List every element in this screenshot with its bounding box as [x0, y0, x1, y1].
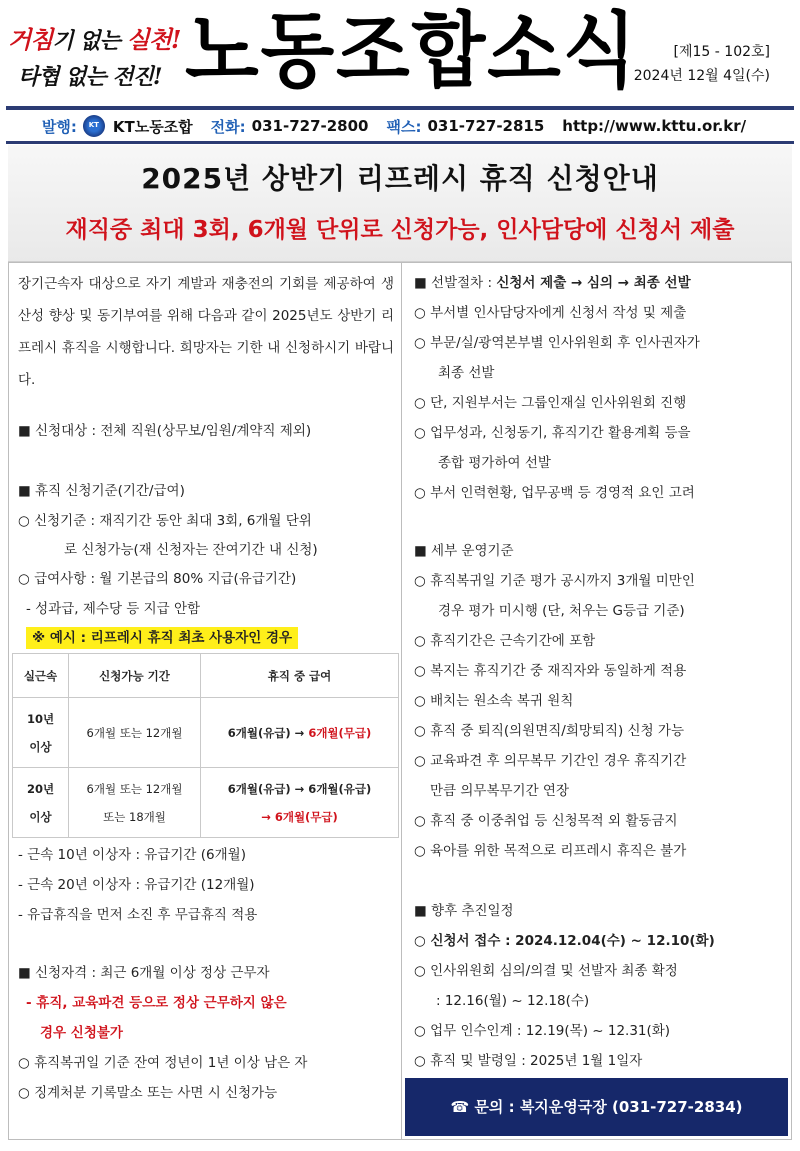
publisher-bar: 발행: KT KT노동조합 전화: 031-727-2800 팩스: 031-727-2815 http://www.kttu.or.kr/ [0, 111, 800, 141]
issue-date: 2024년 12월 4일(수) [633, 68, 770, 84]
note-line-3: - 유급휴직을 먼저 소진 후 무급휴직 적용 [18, 907, 258, 923]
masthead [0, 0, 800, 108]
intro-paragraph: 장기근속자 대상으로 자기 계발과 재충전의 기회를 제공하여 생산성 향상 및 동기부여를 위해 다음과 같이 2025년도 상반기 리프레시 휴직을 시행합니다. 희망자는 기한 내 신청하시기 바랍니다. [18, 276, 394, 388]
header-rule [6, 106, 794, 110]
rule-line-5: ○ 휴직 중 퇴직(의원면직/희망퇴직) 신청 가능 [414, 723, 685, 739]
note-line-1: - 근속 10년 이상자 : 유급기간 (6개월) [18, 847, 246, 863]
criteria-line-1: ○ 신청기준 : 재직기간 동안 최대 3회, 6개월 단위 [18, 513, 312, 529]
qualification-heading: ■ 신청자격 : 최근 6개월 이상 정상 근무자 [18, 965, 270, 981]
note-line-2: - 근속 20년 이상자 : 유급기간 (12개월) [18, 877, 255, 893]
slogan-line-1: 거침기 없는 실천! [8, 25, 181, 54]
pay-cell: 6개월(유급) → 6개월(유급) → 6개월(무급) [201, 768, 399, 838]
schedule-line-3: ○ 업무 인수인계 : 12.19(목) ~ 12.31(화) [414, 1023, 671, 1039]
pay-cell: 6개월(유급) → 6개월(무급) [201, 698, 399, 768]
procedure-line-5: ○ 부서 인력현황, 업무공백 등 경영적 요인 고려 [414, 485, 695, 501]
qualification-line-3: ○ 징계처분 기록말소 또는 사면 시 신청가능 [18, 1085, 278, 1101]
schedule-heading: ■ 향후 추진일정 [414, 903, 514, 919]
phone-number: 031-727-2800 [251, 117, 369, 135]
schedule-line-1: ○ 신청서 접수 : 2024.12.04(수) ~ 12.10(화) [414, 933, 715, 949]
procedure-line-4a: ○ 업무성과, 신청동기, 휴직기간 활용계획 등을 [414, 425, 691, 441]
slogan-line-2: 타협 없는 전진! [18, 64, 162, 90]
rule-line-6a: ○ 교육파견 후 의무복무 기간인 경우 휴직기간 [414, 753, 687, 769]
issue-info [634, 40, 770, 88]
rule-line-3: ○ 복지는 휴직기간 중 재직자와 동일하게 적용 [414, 663, 687, 679]
table-row [13, 698, 399, 768]
procedure-line-3: ○ 단, 지원부서는 그룹인재실 인사위원회 진행 [414, 395, 687, 411]
rule-line-1b: 경우 평가 미시행 (단, 처우는 G등급 기준) [438, 603, 685, 619]
schedule-line-4: ○ 휴직 및 발령일 : 2025년 1월 1일자 [414, 1053, 643, 1069]
table-header: 신청가능 기간 [69, 654, 201, 698]
headline-box [8, 145, 792, 262]
procedure-line-1: ○ 부서별 인사담당자에게 신청서 작성 및 제출 [414, 305, 687, 321]
fax-number: 031-727-2815 [427, 117, 545, 135]
table-header: 실근속 [13, 654, 69, 698]
example-table [12, 653, 399, 838]
publisher-name: KT노동조합 [112, 117, 193, 136]
qualification-line-1b: 경우 신청불가 [40, 1025, 123, 1041]
kt-logo-icon [83, 115, 105, 137]
procedure-line-4b: 종합 평가하여 선발 [438, 455, 551, 471]
rule-line-4: ○ 배치는 원소속 복귀 원칙 [414, 693, 574, 709]
target-line: ■ 신청대상 : 전체 직원(상무보/임원/계약직 제외) [18, 423, 312, 439]
table-header: 휴직 중 급여 [201, 654, 399, 698]
schedule-line-2b: : 12.16(월) ~ 12.18(수) [436, 993, 590, 1009]
contact-box: ☎ 문의 : 복지운영국장 (031-727-2834) [405, 1078, 788, 1136]
period-cell: 6개월 또는 12개월 [69, 698, 201, 768]
procedure-line-2b: 최종 선발 [438, 365, 495, 381]
qualification-line-1a: - 휴직, 교육파견 등으로 정상 근무하지 않은 [26, 995, 287, 1011]
qualification-line-2: ○ 휴직복귀일 기준 잔여 정년이 1년 이상 남은 자 [18, 1055, 308, 1071]
table-row [13, 768, 399, 838]
rules-heading: ■ 세부 운영기준 [414, 543, 514, 559]
newsletter-title: 노동조합소식 [185, 4, 639, 99]
tenure-cell: 10년 이상 [13, 698, 69, 768]
tenure-cell: 20년 이상 [13, 768, 69, 838]
procedure-heading: ■ 선발절차 : 신청서 제출 → 심의 → 최종 선발 [414, 275, 691, 291]
criteria-line-1b: 로 신청가능(재 신청자는 잔여기간 내 신청) [64, 542, 318, 558]
rule-line-2: ○ 휴직기간은 근속기간에 포함 [414, 633, 596, 649]
website-link[interactable]: http://www.kttu.or.kr/ [562, 117, 747, 135]
criteria-line-2: ○ 급여사항 : 월 기본급의 80% 지급(유급기간) [18, 571, 297, 587]
rule-line-8: ○ 육아를 위한 목적으로 리프레시 휴직은 불가 [414, 843, 687, 859]
criteria-line-2b: - 성과급, 제수당 등 지급 안함 [26, 601, 201, 617]
issue-number: [제15 - 102호] [673, 44, 770, 60]
rule-line-1a: ○ 휴직복귀일 기준 평가 공시까지 3개월 미만인 [414, 573, 695, 589]
criteria-heading: ■ 휴직 신청기준(기간/급여) [18, 483, 185, 499]
table-header-row [13, 654, 399, 698]
example-note: ※ 예시 : 리프레시 휴직 최초 사용자인 경우 [26, 627, 298, 649]
info-rule [6, 141, 794, 144]
period-cell: 6개월 또는 12개월 또는 18개월 [69, 768, 201, 838]
procedure-line-2a: ○ 부문/실/광역본부별 인사위원회 후 인사권자가 [414, 335, 700, 351]
article-title: 2025년 상반기 리프레시 휴직 신청안내 [141, 162, 659, 195]
rule-line-6b: 만큼 의무복무기간 연장 [430, 783, 569, 799]
schedule-line-2a: ○ 인사위원회 심의/의결 및 선발자 최종 확정 [414, 963, 678, 979]
rule-line-7: ○ 휴직 중 이중취업 등 신청목적 외 활동금지 [414, 813, 678, 829]
article-subtitle: 재직중 최대 3회, 6개월 단위로 신청가능, 인사담당에 신청서 제출 [65, 217, 735, 243]
